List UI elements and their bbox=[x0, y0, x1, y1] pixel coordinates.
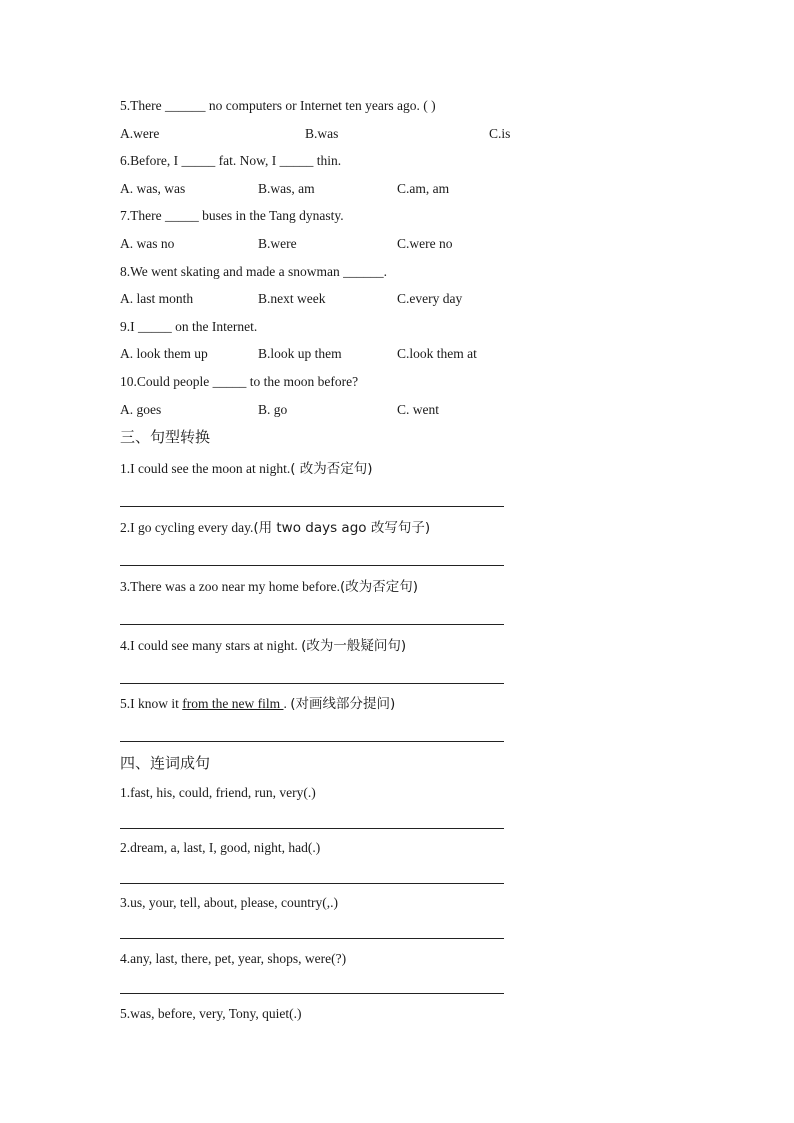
option-6b: B.was, am bbox=[258, 181, 315, 196]
option-7b: B.were bbox=[258, 236, 297, 251]
option-5a: A.were bbox=[120, 126, 160, 141]
transform-2-instruction: (用 two days ago 改写句子) bbox=[253, 520, 431, 536]
answer-line[interactable] bbox=[120, 993, 504, 994]
transform-1-text: 1.I could see the moon at night. bbox=[120, 461, 291, 476]
question-9: 9.I _____ on the Internet. bbox=[120, 319, 258, 334]
answer-line[interactable] bbox=[120, 828, 504, 829]
reorder-item-1: 1.fast, his, could, friend, run, very(.) bbox=[120, 785, 316, 800]
reorder-item-2: 2.dream, a, last, I, good, night, had(.) bbox=[120, 840, 321, 855]
section-3-title: 三、句型转换 bbox=[120, 428, 211, 446]
transform-5-text-post: . bbox=[283, 696, 291, 711]
option-8c: C.every day bbox=[397, 291, 463, 306]
reorder-item-5: 5.was, before, very, Tony, quiet(.) bbox=[120, 1006, 302, 1021]
answer-line[interactable] bbox=[120, 624, 504, 625]
option-8a: A. last month bbox=[120, 291, 194, 306]
transform-item-4 bbox=[120, 637, 406, 655]
transform-2-text: 2.I go cycling every day. bbox=[120, 520, 254, 535]
option-9b: B.look up them bbox=[258, 346, 342, 361]
transform-item-3 bbox=[120, 578, 418, 596]
transform-3-text: 3.There was a zoo near my home before. bbox=[120, 579, 341, 594]
answer-line[interactable] bbox=[120, 883, 504, 884]
option-8b: B.next week bbox=[258, 291, 326, 306]
transform-1-instruction: ( 改为否定句) bbox=[290, 461, 373, 477]
answer-line[interactable] bbox=[120, 683, 504, 684]
answer-line[interactable] bbox=[120, 506, 504, 507]
transform-item-2 bbox=[120, 519, 430, 537]
question-5: 5.There ______ no computers or Internet ten years ago. ( ) bbox=[120, 98, 436, 113]
transform-4-instruction: (改为一般疑问句) bbox=[301, 638, 407, 654]
transform-5-text-pre: 5.I know it bbox=[120, 696, 183, 711]
answer-line[interactable] bbox=[120, 565, 504, 566]
option-6a: A. was, was bbox=[120, 181, 186, 196]
option-6c: C.am, am bbox=[397, 181, 450, 196]
question-6: 6.Before, I _____ fat. Now, I _____ thin. bbox=[120, 153, 342, 168]
transform-5-instruction: (对画线部分提问) bbox=[290, 696, 396, 712]
option-5b: B.was bbox=[305, 126, 339, 141]
answer-line[interactable] bbox=[120, 938, 504, 939]
question-7: 7.There _____ buses in the Tang dynasty. bbox=[120, 208, 344, 223]
question-10: 10.Could people _____ to the moon before? bbox=[120, 374, 359, 389]
option-10b: B. go bbox=[258, 402, 288, 417]
transform-3-instruction: (改为否定句) bbox=[340, 579, 419, 595]
option-5c: C.is bbox=[489, 126, 511, 141]
option-10c: C. went bbox=[397, 402, 439, 417]
option-9c: C.look them at bbox=[397, 346, 477, 361]
transform-4-text: 4.I could see many stars at night. bbox=[120, 638, 302, 653]
section-4-title: 四、连词成句 bbox=[120, 754, 211, 772]
transform-item-5 bbox=[120, 695, 395, 713]
option-9a: A. look them up bbox=[120, 346, 208, 361]
question-8: 8.We went skating and made a snowman ______. bbox=[120, 264, 387, 279]
transform-5-underlined: from the new film bbox=[182, 696, 284, 711]
reorder-item-4: 4.any, last, there, pet, year, shops, were(?) bbox=[120, 951, 347, 966]
reorder-item-3: 3.us, your, tell, about, please, country(,.) bbox=[120, 895, 339, 910]
option-7a: A. was no bbox=[120, 236, 175, 251]
transform-item-1 bbox=[120, 460, 373, 478]
option-10a: A. goes bbox=[120, 402, 162, 417]
option-7c: C.were no bbox=[397, 236, 453, 251]
answer-line[interactable] bbox=[120, 741, 504, 742]
